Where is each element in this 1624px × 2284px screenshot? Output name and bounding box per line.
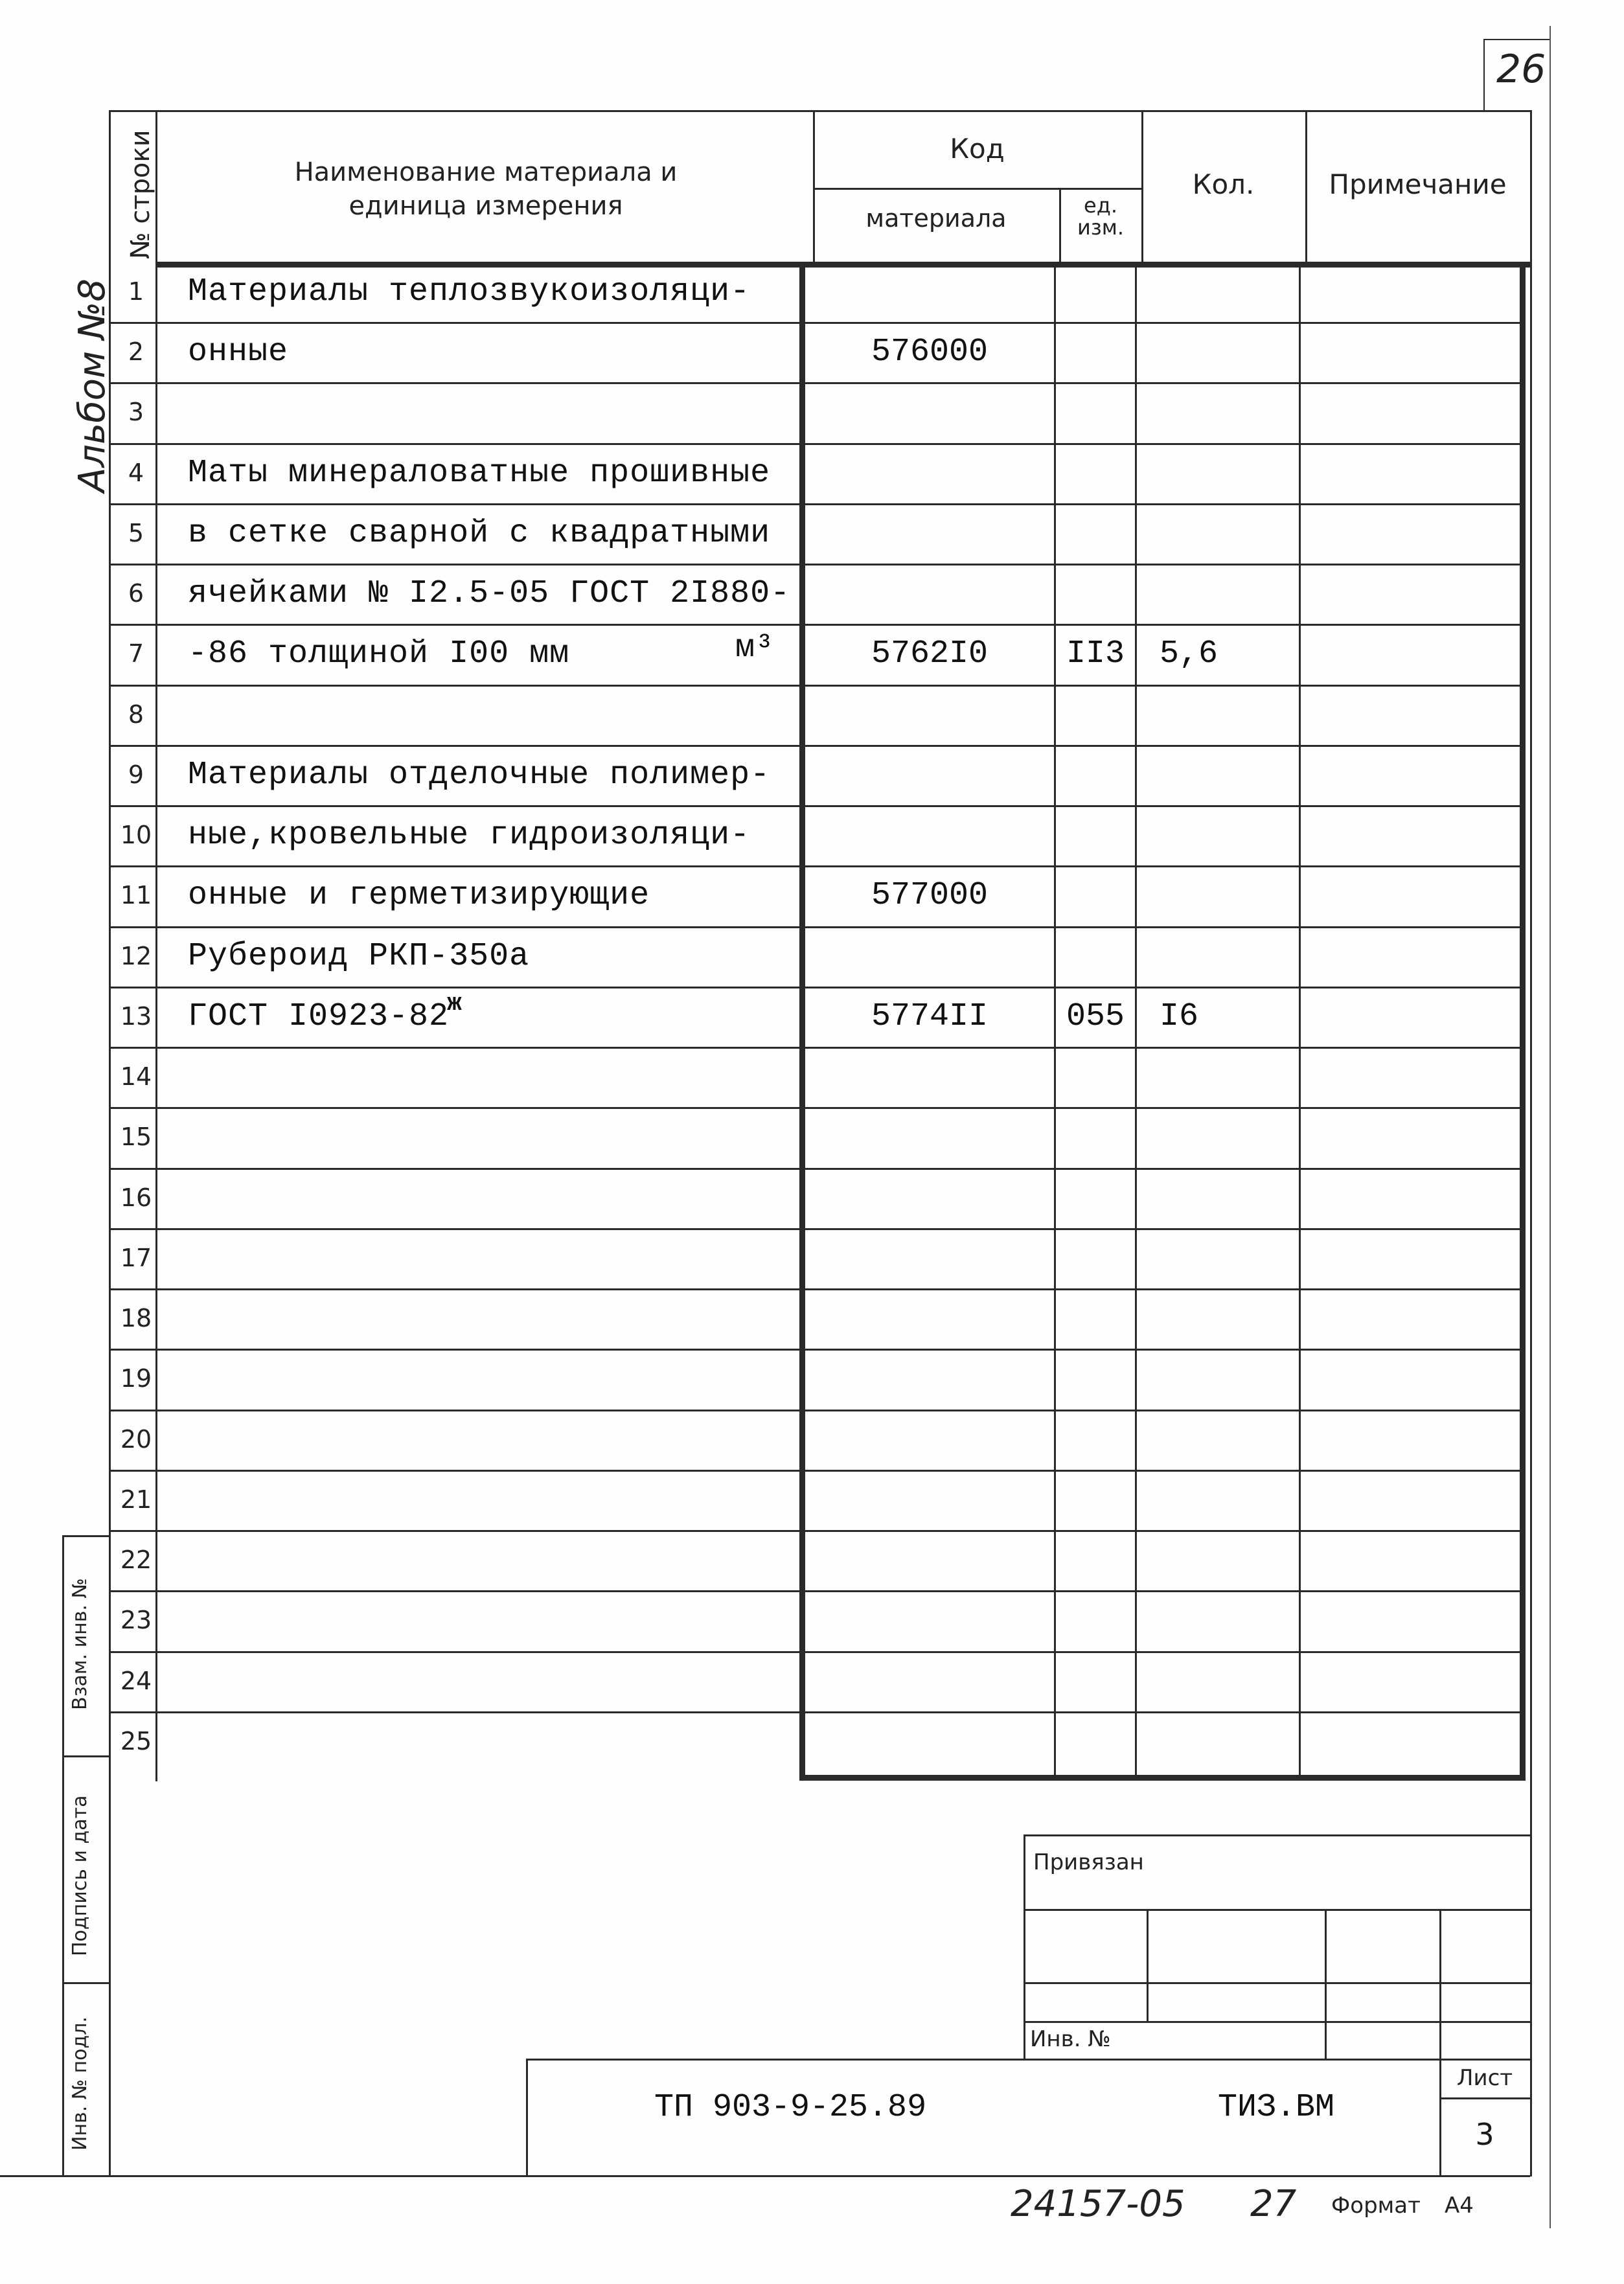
col-line-note: [1299, 266, 1301, 1775]
tb-line: [1024, 2021, 1530, 2023]
page-number-handwritten: 27: [1250, 2183, 1297, 2225]
row-line: [109, 1107, 1520, 1109]
row-text: ные,кровельные гидроизоляци-: [188, 817, 751, 854]
tb-vline: [526, 2059, 528, 2175]
row-number: 14: [120, 1062, 152, 1091]
row-line: [109, 865, 1520, 867]
sheet-number-handwritten: 26: [1496, 47, 1546, 92]
inv-number-label: Инв. №: [1030, 2026, 1111, 2052]
row-number: 21: [120, 1485, 152, 1514]
tb-line: [526, 2059, 1530, 2061]
row-text: -86 толщиной I00 мм: [188, 635, 570, 672]
row-number: 15: [120, 1123, 152, 1151]
project-code: ТП 903-9-25.89: [654, 2089, 927, 2126]
row-line: [109, 926, 1520, 928]
tb-list-line: [1439, 2097, 1530, 2099]
table-right-thick-line: [1520, 262, 1526, 1779]
row-number: 17: [120, 1244, 152, 1272]
row-line: [109, 1349, 1520, 1351]
row-line: [109, 1410, 1520, 1411]
row-number: 5: [128, 519, 144, 547]
tb-line: [1024, 1834, 1530, 1836]
row-line: [109, 1590, 1520, 1592]
side-stamp-bottom: [0, 2175, 109, 2177]
row-text: ГОСТ I0923-82: [188, 998, 450, 1035]
row-line: [109, 1168, 1520, 1170]
table-top-thick-line: [155, 262, 1530, 268]
row-line: [109, 1228, 1520, 1230]
header-code-unit: ед. изм.: [1077, 193, 1125, 240]
frame-bottom-line: [109, 2175, 1530, 2177]
row-line: [109, 1288, 1520, 1290]
header-row-number: № строки: [126, 130, 155, 259]
tb-vline: [1024, 1834, 1025, 2059]
row-number: 7: [128, 639, 144, 668]
row-number: 10: [120, 821, 152, 849]
row-number: 12: [120, 942, 152, 970]
row-line: [109, 745, 1520, 747]
document-code: ТИЗ.ВМ: [1218, 2089, 1335, 2126]
row-number: 18: [120, 1304, 152, 1332]
row-number: 6: [128, 579, 144, 608]
unit-suffix: м³: [735, 630, 775, 667]
row-number: 19: [120, 1364, 152, 1393]
row-text: Маты минераловатные прошивные: [188, 455, 771, 492]
side-stamp-divider: [62, 1982, 109, 1984]
stamp-inv-podl: Инв. № подл.: [69, 2016, 91, 2151]
tb-vline: [1147, 1909, 1149, 2021]
row-line: [109, 443, 1520, 445]
row-line: [109, 503, 1520, 505]
row-number: 9: [128, 760, 144, 789]
row-text: онные и герметизирующие: [188, 877, 650, 914]
text-suffix-mark: ж: [447, 990, 462, 1018]
row-number: 23: [120, 1606, 152, 1634]
row-number: 16: [120, 1183, 152, 1212]
row-line: [109, 1047, 1520, 1049]
sheet-number-box-left: [1483, 39, 1485, 110]
row-line: [109, 1530, 1520, 1532]
header-code-material: материала: [865, 204, 1007, 233]
material-code: 576000: [871, 334, 989, 371]
row-number: 25: [120, 1727, 152, 1755]
side-stamp-divider: [62, 1755, 109, 1757]
row-line: [109, 1470, 1520, 1472]
frame-right-line: [1530, 110, 1532, 2176]
row-line: [109, 685, 1520, 687]
tb-line: [1024, 1982, 1530, 1984]
row-text: Материалы теплозвукоизоляци-: [188, 273, 751, 310]
code-subheader-line: [813, 188, 1141, 190]
row-line: [109, 1651, 1520, 1653]
tb-vline: [1325, 1909, 1327, 2059]
list-label: Лист: [1456, 2065, 1513, 2091]
stamp-vzam-inv: Взам. инв. №: [69, 1578, 91, 1710]
row-number: 13: [120, 1002, 152, 1031]
tb-line: [1024, 1909, 1530, 1911]
side-stamp-divider: [62, 1535, 109, 1537]
col-line-qty: [1135, 266, 1137, 1775]
table-bottom-thick-line: [799, 1775, 1526, 1781]
row-text: ячейками № I2.5-05 ГОСТ 2I880-: [188, 575, 791, 612]
archive-number: 24157-05: [1011, 2183, 1185, 2225]
stamp-signature-date: Подпись и дата: [69, 1795, 91, 1956]
row-line: [109, 382, 1520, 384]
privyazan-label: Привязан: [1033, 1849, 1144, 1875]
album-label: Альбом №8: [71, 279, 113, 492]
row-number: 2: [128, 337, 144, 366]
row-text: в сетке сварной с квадратными: [188, 515, 771, 552]
row-number: 8: [128, 700, 144, 729]
unit-code: II3: [1066, 635, 1125, 672]
quantity: 5,6: [1160, 635, 1218, 672]
format-value: А4: [1445, 2193, 1474, 2219]
row-number: 24: [120, 1667, 152, 1695]
row-text: Рубероид РКП-350а: [188, 938, 530, 975]
row-line: [109, 987, 1520, 988]
row-number: 4: [128, 459, 144, 487]
row-line: [109, 564, 1520, 565]
row-number: 1: [128, 277, 144, 306]
quantity: I6: [1160, 998, 1199, 1035]
header-material-name: Наименование материала и единица измерения: [294, 157, 678, 221]
row-line: [109, 805, 1520, 807]
row-number: 20: [120, 1425, 152, 1454]
col-line-unit-header: [1059, 188, 1061, 266]
frame-top-line: [109, 110, 1530, 112]
header-note: Примечание: [1329, 168, 1507, 200]
header-code: Код: [950, 133, 1005, 165]
row-text: Материалы отделочные полимер-: [188, 757, 771, 794]
unit-code: 055: [1066, 998, 1125, 1035]
row-number: 3: [128, 398, 144, 426]
side-stamp-line: [62, 1535, 64, 2176]
row-number: 11: [120, 881, 152, 909]
row-line: [109, 1711, 1520, 1713]
page-edge-line: [1550, 26, 1551, 2228]
material-code: 5762I0: [871, 635, 989, 672]
material-code: 577000: [871, 877, 989, 914]
sheet-number-box-top: [1483, 39, 1550, 40]
header-qty: Кол.: [1192, 168, 1255, 200]
format-label: Формат: [1331, 2193, 1421, 2219]
table-left-thick-line: [799, 262, 805, 1779]
row-line: [109, 322, 1520, 324]
list-number: 3: [1475, 2117, 1494, 2152]
material-code: 5774II: [871, 998, 989, 1035]
row-text: онные: [188, 334, 289, 371]
row-number: 22: [120, 1546, 152, 1574]
row-line: [109, 624, 1520, 626]
